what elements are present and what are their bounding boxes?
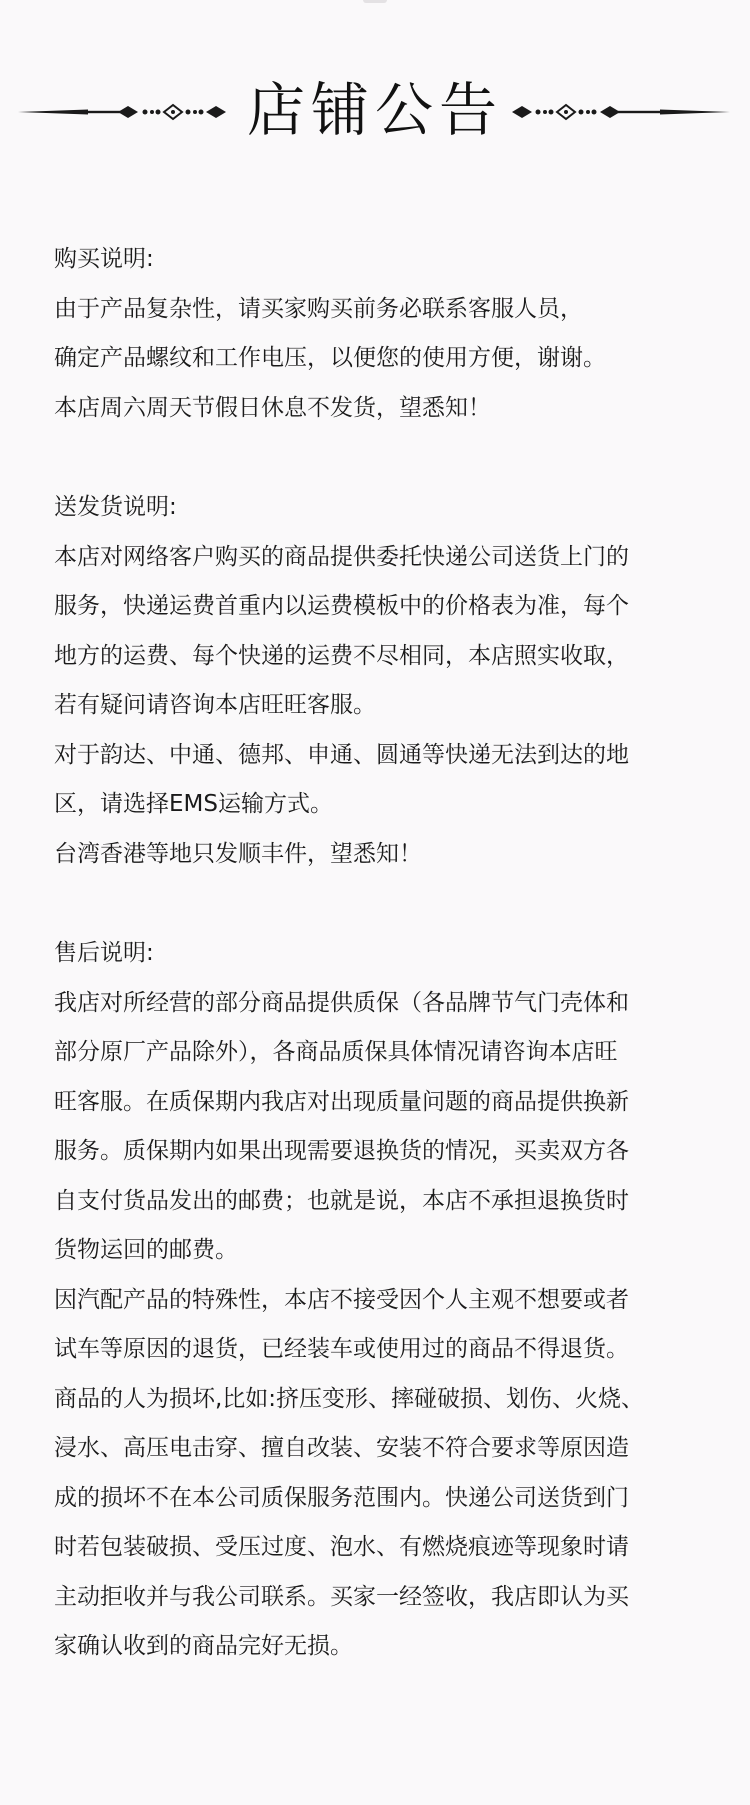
right-ornament-icon: [510, 60, 730, 160]
notice-header: [0, 60, 750, 160]
paragraph-line: 区，请选择EMS运输方式。: [54, 791, 333, 817]
paragraph-line: 部分原厂产品除外），各商品质保具体情况请咨询本店旺: [54, 1039, 618, 1065]
paragraph-line: 试车等原因的退货，已经装车或使用过的商品不得退货。: [54, 1336, 629, 1362]
paragraph-line: 服务，快递运费首重内以运费模板中的价格表为准，每个: [54, 593, 629, 619]
paragraph-line: 自支付货品发出的邮费；也就是说，本店不承担退换货时: [54, 1187, 629, 1214]
section-heading: 购买说明:: [54, 246, 154, 272]
notice-content: [54, 235, 714, 1672]
paragraph-line: 确定产品螺纹和工作电压，以便您的使用方便，谢谢。: [54, 345, 606, 371]
section-heading: 售后说明:: [54, 940, 154, 966]
section-heading: 送发货说明:: [54, 494, 177, 520]
paragraph-line: 台湾香港等地只发顺丰件，望悉知！: [54, 840, 422, 867]
paragraph-line: 家确认收到的商品完好无损。: [54, 1633, 353, 1659]
paragraph-line: 货物运回的邮费。: [54, 1237, 238, 1263]
paragraph-line: 本店周六周天节假日休息不发货，望悉知！: [54, 394, 491, 421]
top-decoration: [363, 0, 387, 3]
paragraph-line: 旺客服。在质保期内我店对出现质量问题的商品提供换新: [54, 1088, 629, 1115]
paragraph-line: 服务。质保期内如果出现需要退换货的情况，买卖双方各: [54, 1138, 629, 1164]
after-sales-section: [54, 929, 714, 1672]
paragraph-line: 主动拒收并与我公司联系。买家一经签收，我店即认为买: [54, 1583, 629, 1610]
shipping-section: [54, 483, 714, 879]
paragraph-line: 成的损坏不在本公司质保服务范围内。快递公司送货到门: [54, 1484, 629, 1511]
paragraph-line: 地方的运费、每个快递的运费不尽相同，本店照实收取，: [54, 642, 629, 669]
page-title: 店铺公告: [246, 76, 503, 144]
paragraph-line: 商品的人为损坏,比如:挤压变形、摔碰破损、划伤、火烧、: [54, 1385, 645, 1412]
paragraph-line: 我店对所经营的部分商品提供质保（各品牌节气门壳体和: [54, 989, 629, 1016]
paragraph-line: 本店对网络客户购买的商品提供委托快递公司送货上门的: [54, 543, 629, 570]
paragraph-line: 对于韵达、中通、德邦、申通、圆通等快递无法到达的地: [54, 741, 629, 768]
paragraph-line: 由于产品复杂性，请买家购买前务必联系客服人员，: [54, 295, 583, 322]
purchase-section: [54, 235, 714, 433]
paragraph-line: 若有疑问请咨询本店旺旺客服。: [54, 692, 376, 718]
paragraph-line: 因汽配产品的特殊性，本店不接受因个人主观不想要或者: [54, 1286, 629, 1313]
paragraph-line: 时若包装破损、受压过度、泡水、有燃烧痕迹等现象时请: [54, 1534, 629, 1560]
left-ornament-icon: [18, 60, 238, 160]
paragraph-line: 浸水、高压电击穿、擅自改装、安装不符合要求等原因造: [54, 1435, 629, 1461]
